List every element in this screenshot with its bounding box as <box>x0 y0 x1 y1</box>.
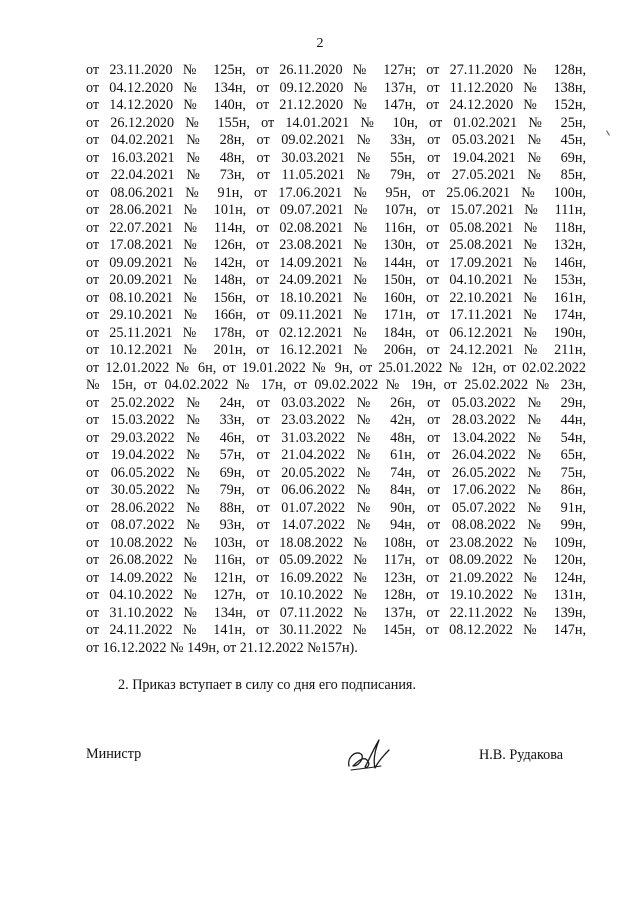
text-line: от 04.10.2022 № 127н, от 10.10.2022 № 128н, от 19.10.2022 № 131н, <box>86 587 586 603</box>
scan-mark <box>606 130 610 136</box>
text-line: от 24.11.2022 № 141н, от 30.11.2022 № 145н, от 08.12.2022 № 147н, <box>86 622 586 638</box>
text-line: от 16.12.2022 № 149н, от 21.12.2022 №157н). <box>86 639 358 656</box>
text-line: от 14.09.2022 № 121н, от 16.09.2022 № 123н, от 21.09.2022 № 124н, <box>86 569 586 586</box>
paragraph-2: 2. Приказ вступает в силу со дня его подписания. <box>118 677 416 693</box>
text-line: от 25.11.2021 № 178н, от 02.12.2021 № 184н, от 06.12.2021 № 190н, <box>86 324 586 341</box>
text-line: от 10.08.2022 № 103н, от 18.08.2022 № 108н, от 23.08.2022 № 109н, <box>86 534 586 551</box>
order-list <box>86 62 586 657</box>
text-line: от 25.02.2022 № 24н, от 03.03.2022 № 26н, от 05.03.2022 № 29н, <box>86 394 586 411</box>
text-line: от 22.04.2021 № 73н, от 11.05.2021 № 79н, от 27.05.2021 № 85н, <box>86 167 586 183</box>
text-line: от 04.12.2020 № 134н, от 09.12.2020 № 137н, от 11.12.2020 № 138н, <box>86 79 586 96</box>
text-line: от 12.01.2022 № 6н, от 19.01.2022 № 9н, от 25.01.2022 № 12н, от 02.02.2022 <box>86 359 586 376</box>
text-line: от 16.03.2021 № 48н, от 30.03.2021 № 55н, от 19.04.2021 № 69н, <box>86 149 586 166</box>
text-line: от 26.08.2022 № 116н, от 05.09.2022 № 117н, от 08.09.2022 № 120н, <box>86 552 586 568</box>
text-line: от 15.03.2022 № 33н, от 23.03.2022 № 42н, от 28.03.2022 № 44н, <box>86 412 586 428</box>
text-line: от 22.07.2021 № 114н, от 02.08.2021 № 116н, от 05.08.2021 № 118н, <box>86 219 586 236</box>
text-line: от 31.10.2022 № 134н, от 07.11.2022 № 137н, от 22.11.2022 № 139н, <box>86 604 586 621</box>
text-line: от 28.06.2021 № 101н, от 09.07.2021 № 107н, от 15.07.2021 № 111н, <box>86 202 586 218</box>
text-line: от 28.06.2022 № 88н, от 01.07.2022 № 90н, от 05.07.2022 № 91н, <box>86 499 586 516</box>
handwritten-signature <box>345 736 391 774</box>
text-line: от 14.12.2020 № 140н, от 21.12.2020 № 147н, от 24.12.2020 № 152н, <box>86 97 586 113</box>
text-line: от 19.04.2022 № 57н, от 21.04.2022 № 61н, от 26.04.2022 № 65н, <box>86 447 586 463</box>
text-line: от 23.11.2020 № 125н, от 26.11.2020 № 127н; от 27.11.2020 № 128н, <box>86 62 586 78</box>
text-line: от 20.09.2021 № 148н, от 24.09.2021 № 150н, от 04.10.2021 № 153н, <box>86 272 586 288</box>
text-line: от 29.03.2022 № 46н, от 31.03.2022 № 48н, от 13.04.2022 № 54н, <box>86 429 586 446</box>
text-line: от 10.12.2021 № 201н, от 16.12.2021 № 206н, от 24.12.2021 № 211н, <box>86 342 586 358</box>
signatory-title: Министр <box>86 746 142 762</box>
text-line: от 06.05.2022 № 69н, от 20.05.2022 № 74н, от 26.05.2022 № 75н, <box>86 464 586 481</box>
text-line: от 09.09.2021 № 142н, от 14.09.2021 № 144н, от 17.09.2021 № 146н, <box>86 254 586 271</box>
page-number: 2 <box>316 36 324 51</box>
text-line: от 17.08.2021 № 126н, от 23.08.2021 № 130н, от 25.08.2021 № 132н, <box>86 237 586 253</box>
text-line: № 15н, от 04.02.2022 № 17н, от 09.02.2022 № 19н, от 25.02.2022 № 23н, <box>86 377 586 393</box>
text-line: от 29.10.2021 № 166н, от 09.11.2021 № 171н, от 17.11.2021 № 174н, <box>86 307 586 323</box>
text-line: от 04.02.2021 № 28н, от 09.02.2021 № 33н, от 05.03.2021 № 45н, <box>86 132 586 148</box>
text-line: от 08.06.2021 № 91н, от 17.06.2021 № 95н, от 25.06.2021 № 100н, <box>86 184 586 201</box>
text-line: от 30.05.2022 № 79н, от 06.06.2022 № 84н, от 17.06.2022 № 86н, <box>86 482 586 498</box>
signatory-name: Н.В. Рудакова <box>479 747 564 763</box>
text-line: от 26.12.2020 № 155н, от 14.01.2021 № 10н, от 01.02.2021 № 25н, <box>86 114 586 131</box>
text-line: от 08.10.2021 № 156н, от 18.10.2021 № 160н, от 22.10.2021 № 161н, <box>86 289 586 306</box>
text-line: от 08.07.2022 № 93н, от 14.07.2022 № 94н, от 08.08.2022 № 99н, <box>86 517 586 533</box>
